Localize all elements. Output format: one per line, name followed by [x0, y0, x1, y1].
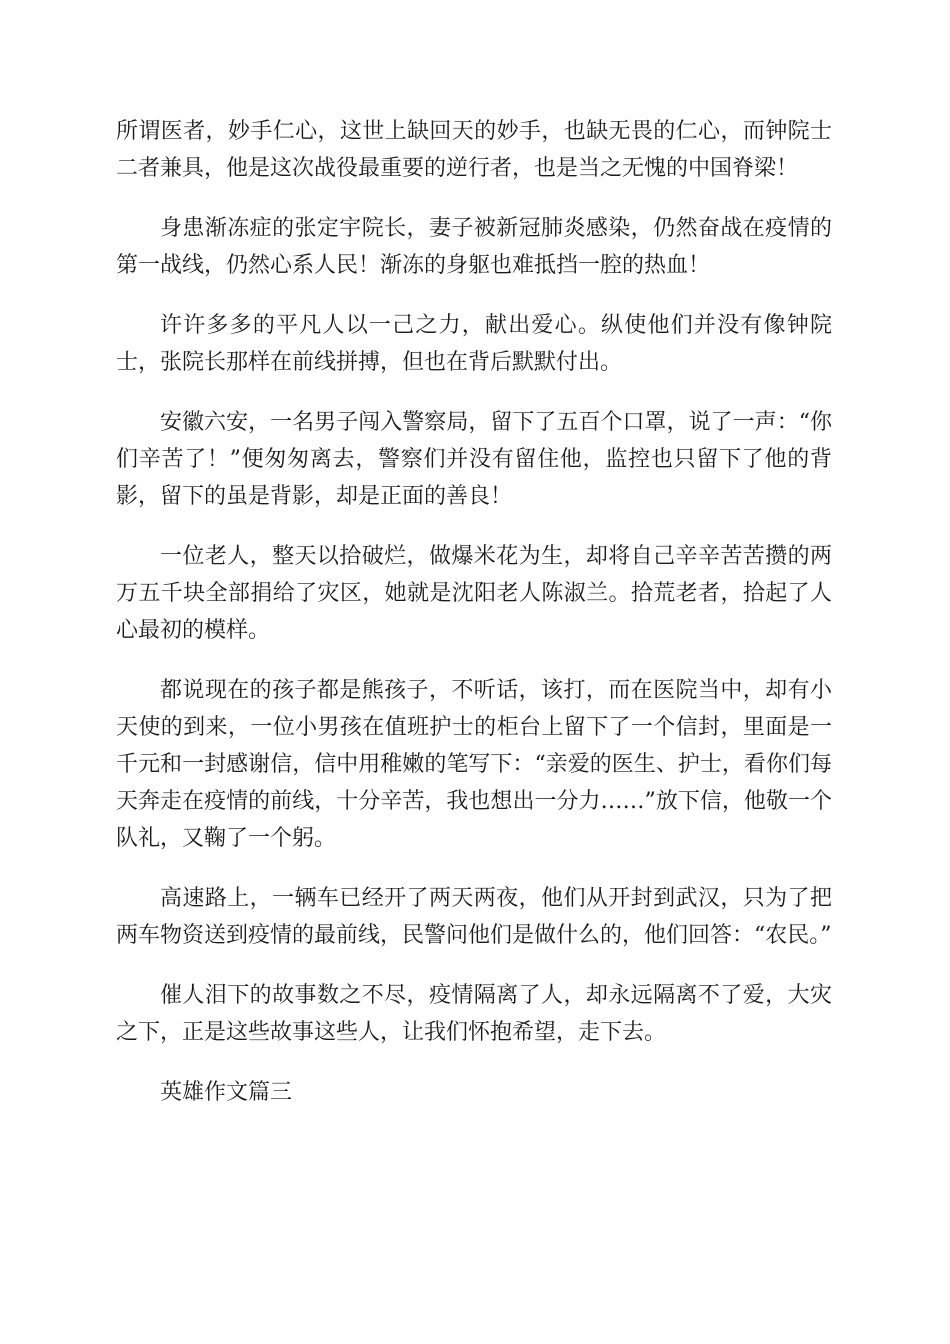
paragraph-1: 所谓医者，妙手仁心，这世上缺回天的妙手，也缺无畏的仁心，而钟院士二者兼具，他是这次战役最重要的逆行者，也是当之无愧的中国脊梁！ — [116, 119, 832, 181]
paragraph-2: 身患渐冻症的张定宇院长，妻子被新冠肺炎感染，仍然奋战在疫情的第一战线，仍然心系人民！渐冻的身躯也难抵挡一腔的热血！ — [116, 216, 832, 278]
document-page — [116, 113, 832, 1134]
paragraph-6: 都说现在的孩子都是熊孩子，不听话，该打，而在医院当中，却有小天使的到来，一位小男孩在值班护士的柜台上留下了一个信封，里面是一千元和一封感谢信，信中用稚嫩的笔写下：“亲爱的医生、护士，看你们每天奔走在疫情的前线，十分辛苦，我也想出一分力……”放下信，他敬一个队礼，又鞠了一个躬。 — [116, 678, 832, 851]
section-heading: 英雄作文篇三 — [160, 1080, 293, 1105]
paragraph-7: 高速路上，一辆车已经开了两天两夜，他们从开封到武汉，只为了把两车物资送到疫情的最前线，民警问他们是做什么的，他们回答：“农民。” — [116, 886, 832, 948]
paragraph-3: 许许多多的平凡人以一己之力，献出爱心。纵使他们并没有像钟院士，张院长那样在前线拼搏，但也在背后默默付出。 — [116, 313, 832, 375]
paragraph-5: 一位老人，整天以拾破烂，做爆米花为生，却将自己辛辛苦苦攒的两万五千块全部捐给了灾区，她就是沈阳老人陈淑兰。拾荒老者，拾起了人心最初的模样。 — [116, 544, 832, 643]
paragraph-8: 催人泪下的故事数之不尽，疫情隔离了人，却永远隔离不了爱，大灾之下，正是这些故事这些人，让我们怀抱希望，走下去。 — [116, 983, 832, 1045]
paragraph-4: 安徽六安，一名男子闯入警察局，留下了五百个口罩，说了一声：“你们辛苦了！”便匆匆离去，警察们并没有留住他，监控也只留下了他的背影，留下的虽是背影，却是正面的善良！ — [116, 410, 832, 509]
